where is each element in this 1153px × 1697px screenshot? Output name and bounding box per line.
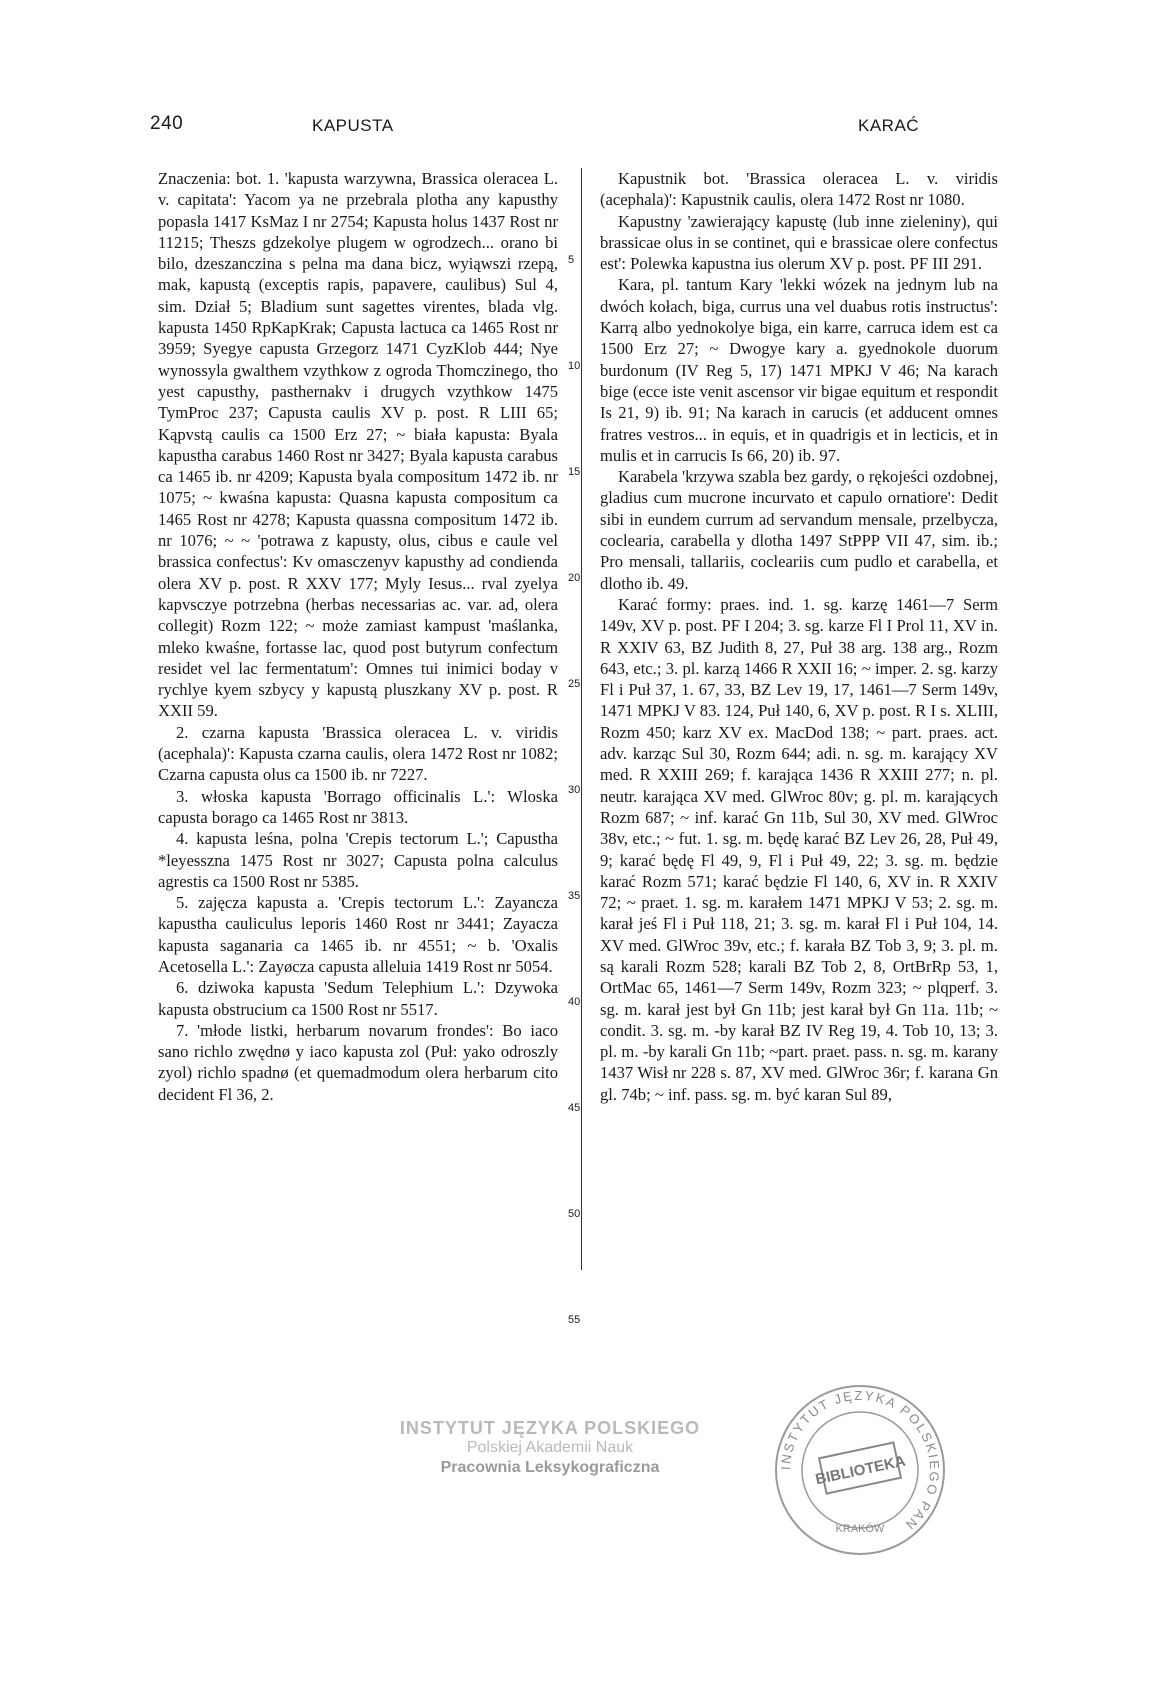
library-seal-icon xyxy=(770,1380,950,1560)
entry-paragraph: Znaczenia: bot. 1. 'kapusta warzywna, Brassica oleracea L. v. capitata': Yacom ya ne przebrala plotha any kapusthy popasla 1417 KsMaz I nr 2754; Kapusta holus 1437 Rost nr 11215; Theszs gdzekolye plugem w ogrodzech... orano bi bilo, dzeszanczina s pelna ma dana bicz, wyiąwszi rzepą, mak, kapustą (exceptis rapis, papavere, caulibus) Sul 4, sim. Dział 5; Bladium sunt sagettes virentes, blada vlg. kapusta 1450 RpKapKrak; Capusta lactuca ca 1465 Rost nr 3959; Syegye capusta Grzegorz 1471 CyzKlob 444; Nye wynossyla gwalthem vzythkow z ogroda Thomczinego, tho yest capusthy, pasthernakv i drugych vzythkow 1475 TymProc 237; Capusta caulis XV p. post. R LIII 65; Kąpvstą caulis ca 1500 Erz 27; ~ biała kapusta: Byala kapustha carabus 1460 Rost nr 3427; Byala kapusta carabus ca 1465 ib. nr 4209; Kapusta byala compositum 1472 ib. nr 1075; ~ kwaśna kapusta: Quasna kapusta compositum ca 1465 Rost nr 4278; Kapusta quassna compositum 1472 ib. nr 1076; ~ ~ 'potrawa z kapusty, olus, cibus e caule vel brassica confectus': Kv omasczenyv kapusthy ad condienda olera XV p. post. R XXV 177; Myly Iesus... rval zyelya kapvsczye potrzebna (herbas necessarias ac. var. ad, olera collegit) Rozm 122; ~ może zamiast kampust 'maślanka, mleko kwaśne, fortasse lac, quod post butyrum confectum residet vel lac fermentatum': Omnes tui inimici boday v rychlye kyem szbycy y kapustą pluszkany XV p. post. R XXII 59. xyxy=(158,169,558,721)
line-number: 40 xyxy=(568,996,581,1008)
left-column xyxy=(158,168,558,1105)
institute-stamp xyxy=(365,1418,735,1478)
seal-bottom-text: KRAKÓW xyxy=(835,1523,885,1535)
line-number: 5 xyxy=(568,254,575,266)
entry-paragraph: Kapustny 'zawierający kapustę (lub inne zieleniny), qui brassicae olus in se continet, qui e brassicae olere confectus est': Polewka kapustna ius olerum XV p. post. PF III 291. xyxy=(600,211,998,274)
entry-paragraph: 6. dziwoka kapusta 'Sedum Telephium L.': Dzywoka kapusta obstrucium ca 1500 Rost nr 5517. xyxy=(158,978,558,1019)
stamp-line-academy: Polskiej Akademii Nauk xyxy=(466,1439,634,1456)
line-number: 45 xyxy=(568,1102,581,1114)
entry-paragraph: Kapustnik bot. 'Brassica oleracea L. v. viridis (acephala)': Kapustnik caulis, olera 1472 Rost nr 1080. xyxy=(600,169,998,210)
entry-paragraph: Karabela 'krzywa szabla bez gardy, o rękojeści ozdobnej, gladius cum mucrone incurvato et capulo ornatiore': Dedit sibi in eundem currum ad servandum mensale, przelbycza, coclearia, carabella y dlotha 1497 StPPP VII 47, sim. ib.; Pro mensali, tallariis, cocleariis cum pudlo et carabella, et dlotho ib. 49. xyxy=(600,467,998,593)
line-number: 10 xyxy=(568,360,581,372)
line-number: 25 xyxy=(568,678,581,690)
entry-paragraph: 2. czarna kapusta 'Brassica oleracea L. v. viridis (acephala)': Kapusta czarna caulis, olera 1472 Rost nr 1082; Czarna capusta olus ca 1500 ib. nr 7227. xyxy=(158,722,558,785)
line-number: 50 xyxy=(568,1208,581,1220)
entry-paragraph: 3. włoska kapusta 'Borrago officinalis L.': Wloska capusta borago ca 1465 Rost nr 3813. xyxy=(158,786,558,827)
line-number: 35 xyxy=(568,890,581,902)
line-number: 55 xyxy=(568,1314,581,1326)
seal-ring-text: INSTYTUT JĘZYKA POLSKIEGO PAN xyxy=(777,1387,943,1534)
page-number: 240 xyxy=(150,113,184,134)
entry-paragraph: 4. kapusta leśna, polna 'Crepis tectorum L.'; Capustha *leyesszna 1475 Rost nr 3027; Capusta polna calculus agrestis ca 1500 Rost nr 5385. xyxy=(158,829,558,891)
stamp-line-institute: INSTYTUT JĘZYKA POLSKIEGO xyxy=(399,1418,701,1438)
running-head-left: KAPUSTA xyxy=(312,116,394,135)
entry-paragraph: Karać formy: praes. ind. 1. sg. karzę 1461—7 Serm 149v, XV p. post. PF I 204; 3. sg. karze Fl I Prol 11, XV in. R XXIV 63, BZ Judith 8, 27, Puł 38 arg. 138 arg., Rozm 643, etc.; 3. pl. karzą 1466 R XXII 16; ~ imper. 2. sg. karzy Fl i Puł 37, 1. 67, 33, BZ Lev 19, 17, 1461—7 Serm 149v, 1471 MPKJ V 83. 124, Puł 140, 6, XV p. post. R I s. XLIII, Rozm 450; karz XV ex. MacDod 138; ~ part. praes. act. adv. karząc Sul 30, Rozm 644; adi. n. sg. m. karający XV med. R XXIII 269; f. karająca 1436 R XXIII 277; n. pl. neutr. karająca XV med. GlWroc 80v; g. pl. m. karających Rozm 687; ~ inf. karać Gn 11b, Sul 30, XV med. GlWroc 38v, etc.; ~ fut. 1. sg. m. będę karać BZ Lev 26, 28, Puł 49, 9; karać będę Fl 49, 9, Fl i Puł 49, 22; 3. sg. m. będzie karać Rozm 571; karać będzie Fl 140, 6, XV in. R XXIV 72; ~ praet. 1. sg. m. karałem 1471 MPKJ V 53; 2. sg. m. karał jeś Fl i Puł 118, 21; 3. sg. m. karał Fl i Puł 104, 14. XV med. GlWroc 39v, etc.; f. karała BZ Tob 3, 9; 3. pl. m. są karali Rozm 528; karali BZ Tob 2, 8, OrtBrRp 53, 1, OrtMac 65, 1461—7 Serm 149v, Rozm 323; ~ plqperf. 3. sg. m. karał jest był Gn 11b; jest karał był Gn 11a. 11b; ~ condit. 3. sg. m. -by karał BZ IV Reg 19, 4. Tob 10, 13; 3. pl. m. -by karali Gn 11b; ~part. praet. pass. n. sg. m. karany 1437 Wisł nr 228 s. 87, XV med. GlWroc 36r; f. karana Gn gl. 74b; ~ inf. pass. sg. m. być karan Sul 89, xyxy=(600,594,998,1104)
running-head-right: KARAĆ xyxy=(858,116,920,135)
line-number: 20 xyxy=(568,572,581,584)
entry-paragraph: Kara, pl. tantum Kary 'lekki wózek na jednym lub na dwóch kołach, biga, currus una vel duabus rotis instructus': Karrą albo yednokolye biga, ein karre, carruca idem est ca 1500 Erz 27; ~ Dwogye kary a. gyednokole duorum burdonum (IV Reg 5, 17) 1471 MPKJ V 46; Na karach bige (ecce iste venit ascensor vir bigae equitum et respondit Is 21, 9) ib. 91; Na karach in carucis (et adducent omnes fratres vestros... in equis, et in quadrigis et in lecticis, et in mulis et in carrucis Is 66, 20) ib. 97. xyxy=(600,275,998,465)
entry-paragraph: 7. 'młode listki, herbarum novarum frondes': Bo iaco sano richlo zwędnø y iaco kapusta zol (Puł: yako odroszly zyol) richlo spadnø (et quemadmodum olera herbarum cito decident Fl 36, 2. xyxy=(158,1020,558,1104)
line-number: 15 xyxy=(568,466,581,478)
right-column xyxy=(600,168,998,1105)
entry-paragraph: 5. zajęcza kapusta a. 'Crepis tectorum L.': Zayancza kapustha cauliculus leporis 1460 Rost nr 3441; Zayacza kapusta saganaria ca 1465 ib. nr 4551; ~ b. 'Oxalis Acetosella L.': Zayøcza capusta alleluia 1419 Rost nr 5054. xyxy=(158,893,558,976)
stamp-line-department: Pracownia Leksykograficzna xyxy=(440,1459,660,1476)
seal-center-text: BIBLIOTEKA xyxy=(813,1452,908,1489)
line-number: 30 xyxy=(568,784,581,796)
column-rule-top xyxy=(581,168,582,1270)
